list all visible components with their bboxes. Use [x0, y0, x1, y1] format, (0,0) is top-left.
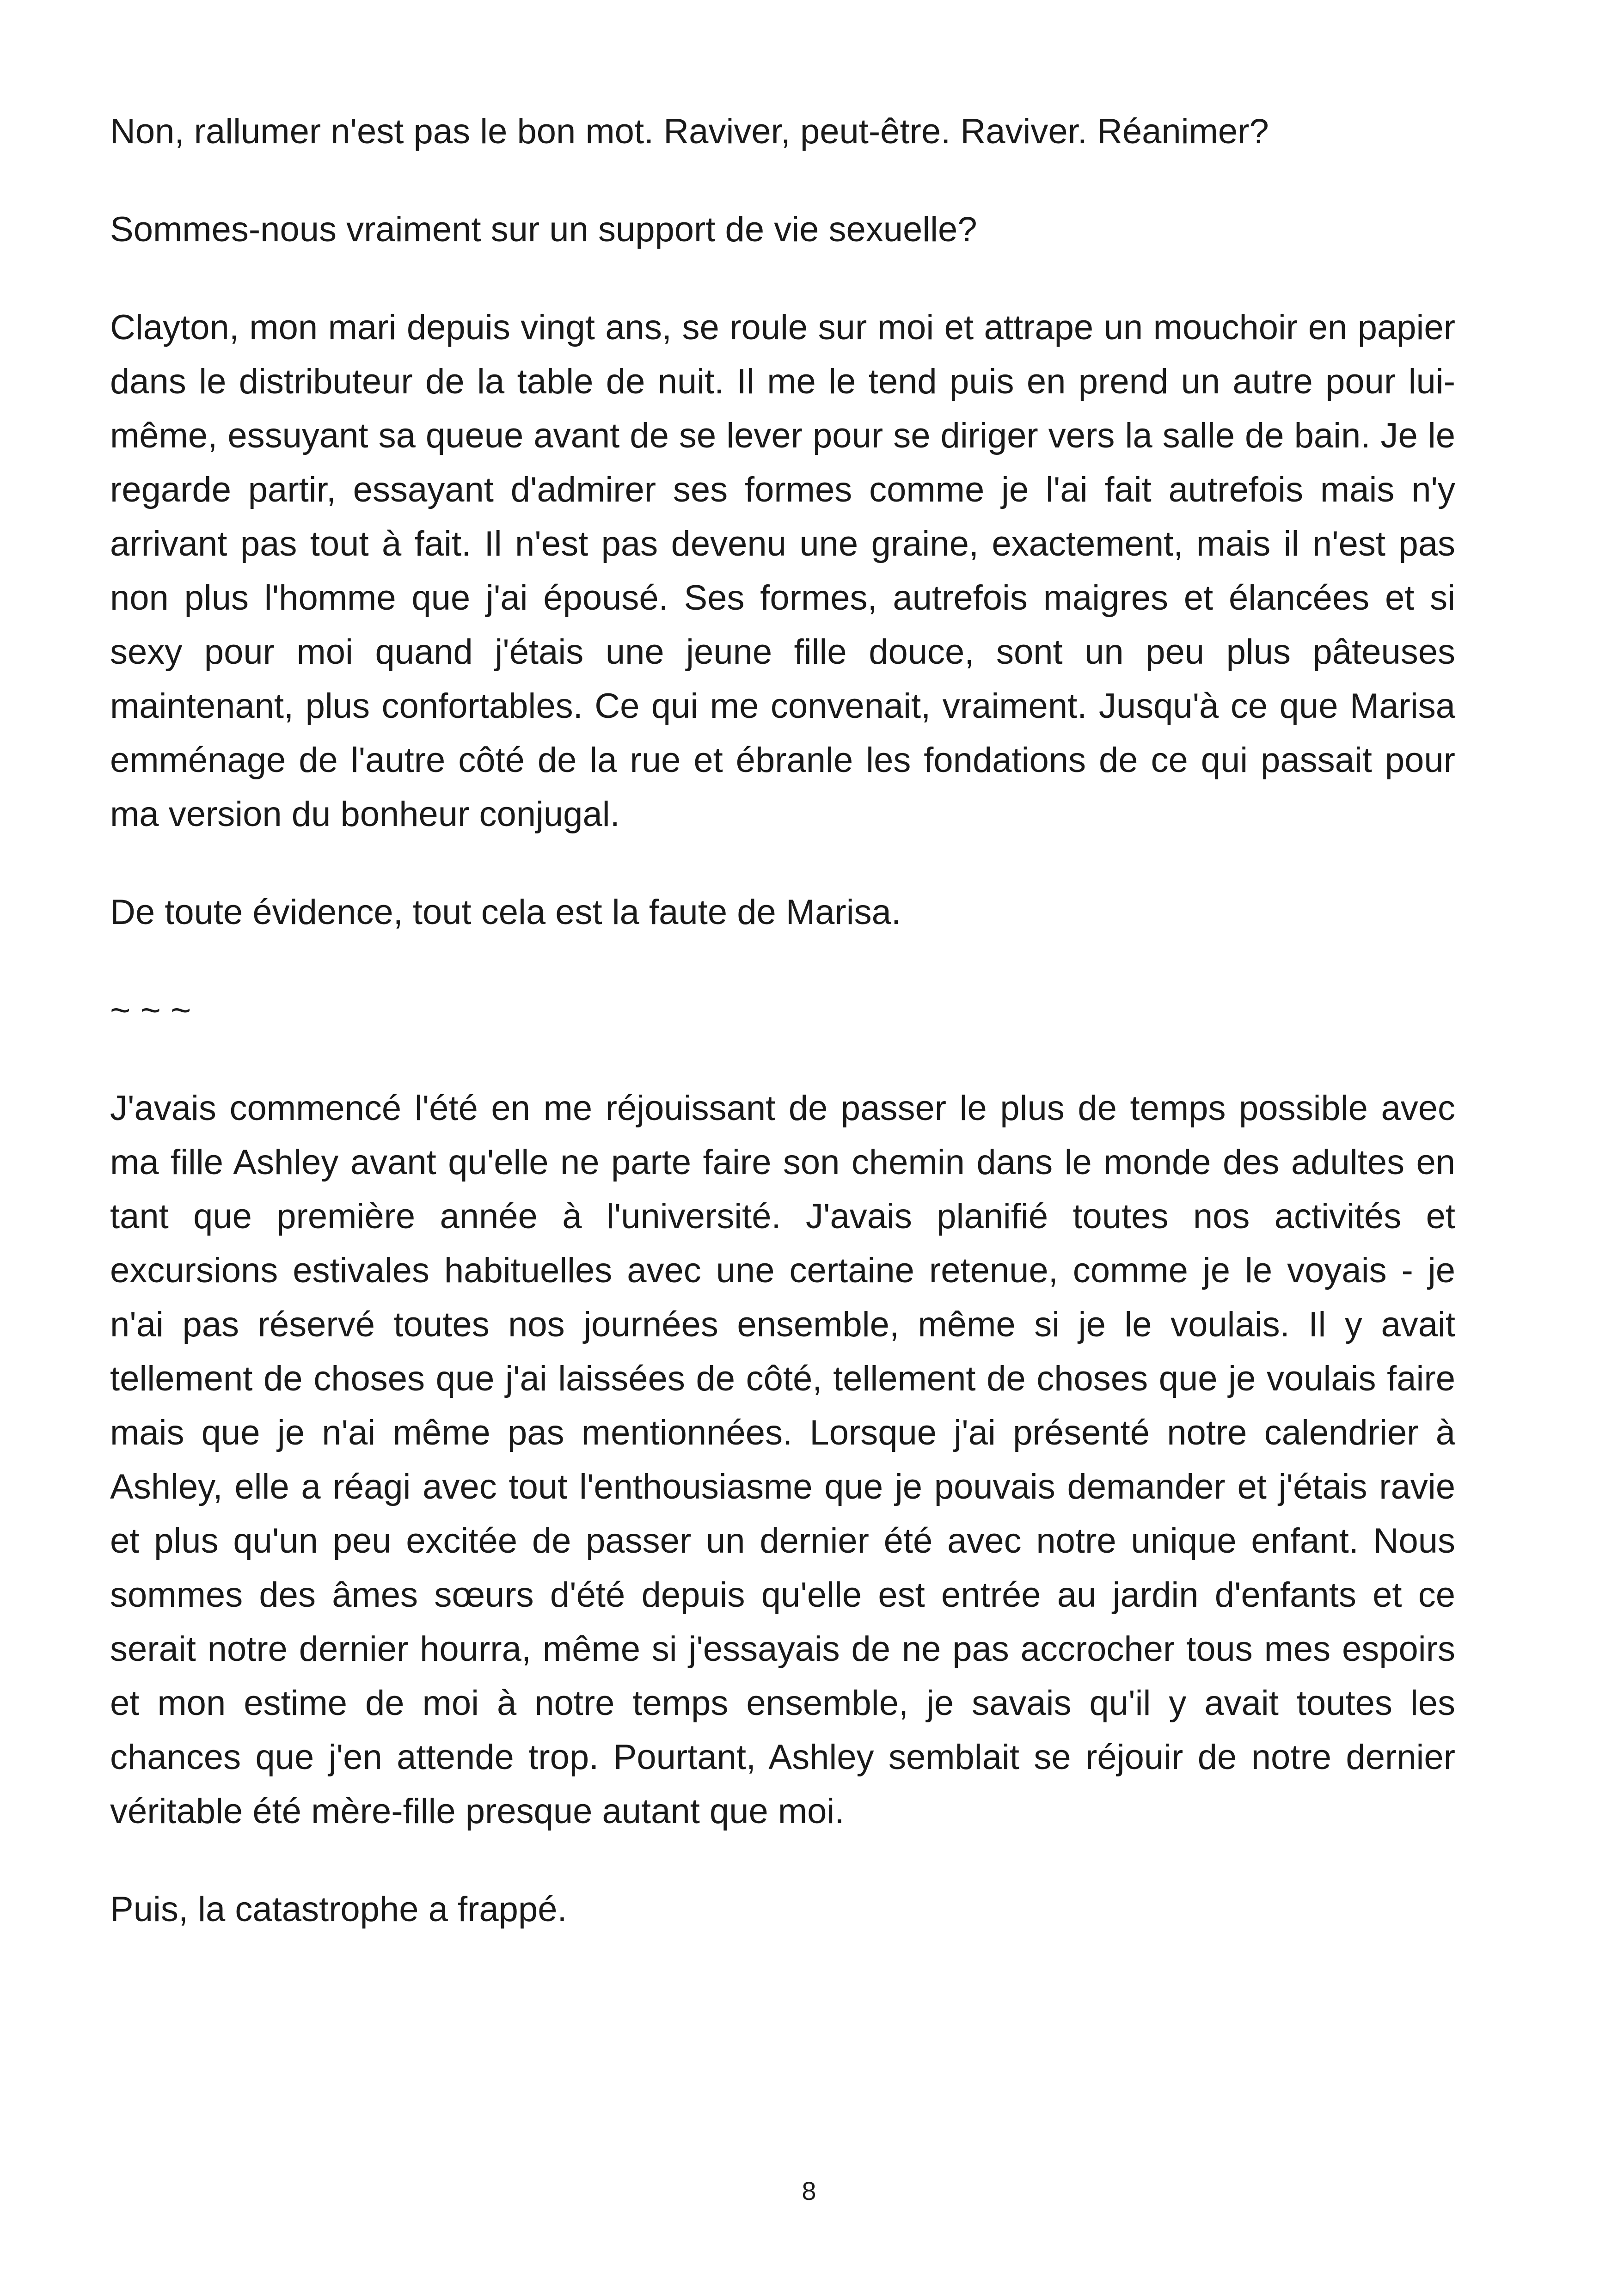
paragraph-1: Non, rallumer n'est pas le bon mot. Raviver, peut-être. Raviver. Réanimer?	[110, 112, 1269, 151]
paragraph-5: J'avais commencé l'été en me réjouissant de passer le plus de temps possible avec ma fille Ashley avant qu'elle ne parte faire son chemin dans le monde des adultes en tant que première année à l'université. J'avais planifié toutes nos activités et excursions estivales habituelles avec une certaine retenue, comme je le voyais - je n'ai pas réservé toutes nos journées ensemble, même si je le voulais. Il y avait tellement de choses que j'ai laissées de côté, tellement de choses que je voulais faire mais que je n'ai même pas mentionnées. Lorsque j'ai présenté notre calendrier à Ashley, elle a réagi avec tout l'enthousiasme que je pouvais demander et j'étais ravie et plus qu'un peu excitée de passer un dernier été avec notre unique enfant. Nous sommes des âmes sœurs d'été depuis qu'elle est entrée au jardin d'enfants et ce serait notre dernier hourra, même si j'essayais de ne pas accrocher tous mes espoirs et mon estime de moi à notre temps ensemble, je savais qu'il y avait toutes les chances que j'en attende trop. Pourtant, Ashley semblait se réjouir de notre dernier véritable été mère-fille presque autant que moi.	[110, 1089, 1455, 1831]
paragraph-2: Sommes-nous vraiment sur un support de vie sexuelle?	[110, 210, 977, 249]
scene-break: ~ ~ ~	[110, 991, 191, 1030]
page-number: 8	[802, 2176, 816, 2205]
body-text	[110, 104, 1455, 1936]
paragraph-3: Clayton, mon mari depuis vingt ans, se roule sur moi et attrape un mouchoir en papier dans le distributeur de la table de nuit. Il me le tend puis en prend un autre pour lui-même, essuyant sa queue avant de se lever pour se diriger vers la salle de bain. Je le regarde partir, essayant d'admirer ses formes comme je l'ai fait autrefois mais n'y arrivant pas tout à fait. Il n'est pas devenu une graine, exactement, mais il n'est pas non plus l'homme que j'ai épousé. Ses formes, autrefois maigres et élancées et si sexy pour moi quand j'étais une jeune fille douce, sont un peu plus pâteuses maintenant, plus confortables. Ce qui me convenait, vraiment. Jusqu'à ce que Marisa emménage de l'autre côté de la rue et ébranle les fondations de ce qui passait pour ma version du bonheur conjugal.	[110, 308, 1455, 834]
paragraph-4: De toute évidence, tout cela est la faute de Marisa.	[110, 893, 901, 932]
paragraph-6: Puis, la catastrophe a frappé.	[110, 1890, 567, 1929]
